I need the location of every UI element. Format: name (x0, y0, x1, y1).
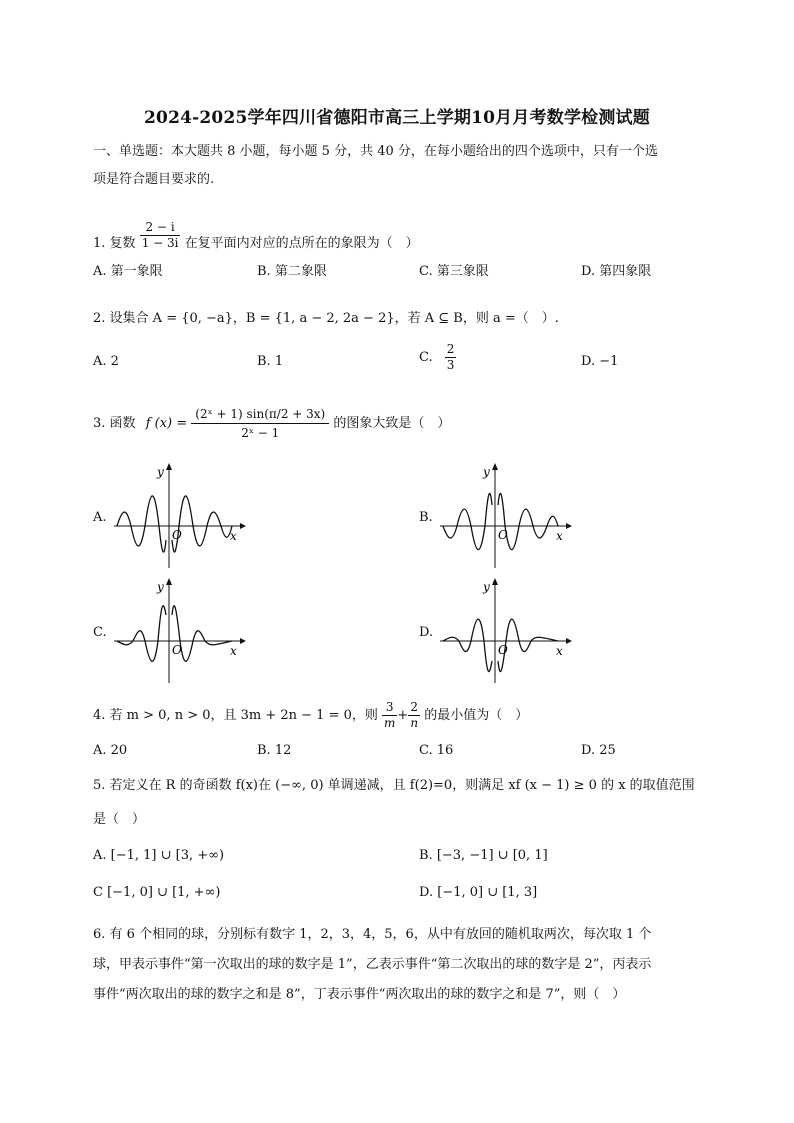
graph-c-label: C. (93, 625, 107, 640)
q3-frac-den: 2ˣ − 1 (241, 426, 280, 440)
graph-b-y: y (483, 465, 490, 479)
q4-text-a: 4. 若 m > 0, n > 0，且 3m + 2n − 1 = 0，则 (93, 708, 378, 723)
question-1 (93, 220, 419, 259)
q4-plus: + (397, 708, 409, 723)
q2-option-c-label: C. (419, 350, 433, 365)
graph-b-x: x (556, 529, 563, 543)
q2-c-num: 2 (446, 342, 455, 356)
q4-frac-1 (382, 700, 397, 731)
q4-text-b: 的最小值为（ ） (424, 708, 529, 723)
q4-f1-num: 3 (382, 700, 397, 716)
q1-option-d: D. 第四象限 (581, 264, 652, 279)
graph-c-y: y (157, 580, 164, 594)
q1-prefix: 1. 复数 (93, 236, 136, 251)
question-6-line2: 球，甲表示事件“第一次取出的球的数字是 1”，乙表示事件“第二次取出的球的数字是 2”，丙表示 (93, 957, 652, 972)
q3-prefix: 3. 函数 (93, 416, 136, 431)
question-5-line2: 是（ ） (93, 812, 146, 827)
page-title: 2024-2025学年四川省德阳市高三上学期10月月考数学检测试题 (144, 108, 650, 128)
q3-suffix: 的图象大致是（ ） (333, 416, 451, 431)
graph-b-origin: O (498, 528, 508, 542)
graph-d-origin: O (498, 643, 508, 657)
graph-c-x: x (230, 644, 237, 658)
q2-option-c-fraction (445, 342, 457, 373)
graph-a (112, 460, 247, 570)
graph-b-label: B. (419, 510, 433, 525)
graph-c-origin: O (172, 643, 182, 657)
graph-a-x: x (230, 529, 237, 543)
question-4 (93, 700, 528, 731)
graph-c (112, 575, 247, 685)
q3-fraction (191, 405, 329, 442)
question-6-line1: 6. 有 6 个相同的球，分别标有数字 1，2，3，4，5，6，从中有放回的随机取两次，每次取 1 个 (93, 927, 652, 942)
q4-option-b: B. 12 (257, 743, 292, 758)
q4-f2-num: 2 (408, 700, 420, 716)
q1-option-a: A. 第一象限 (93, 264, 163, 279)
q5-option-d: D. [−1, 0] ∪ [1, 3] (419, 885, 538, 900)
q4-f2-den: n (410, 716, 419, 730)
graph-a-y: y (157, 465, 164, 479)
graph-d-label: D. (419, 625, 434, 640)
section-header-line2: 项是符合题目要求的. (93, 172, 215, 187)
graph-a-origin: O (172, 528, 182, 542)
q1-suffix: 在复平面内对应的点所在的象限为（ ） (184, 236, 419, 251)
q3-frac-num: (2ˣ + 1) sin(π/2 + 3x) (191, 405, 329, 424)
graph-b (438, 460, 573, 570)
graph-d (438, 575, 573, 685)
q4-frac-2 (408, 700, 420, 731)
q1-fraction (140, 220, 181, 251)
graph-d-x: x (556, 644, 563, 658)
q4-option-a: A. 20 (93, 743, 128, 758)
q2-option-c (419, 342, 456, 373)
q4-option-d: D. 25 (581, 743, 616, 758)
question-2: 2. 设集合 A = {0, −a}，B = {1, a − 2, 2a − 2}，若 A ⊆ B，则 a =（ ）. (93, 311, 559, 326)
q1-option-b: B. 第二象限 (257, 264, 327, 279)
q1-option-c: C. 第三象限 (419, 264, 489, 279)
q3-func: f (x) = (145, 416, 188, 431)
section-header-line1: 一、单选题：本大题共 8 小题，每小题 5 分，共 40 分，在每小题给出的四个选项中，只有一个选 (93, 144, 658, 159)
q1-frac-den: 1 − 3i (141, 236, 179, 250)
q5-option-b: B. [−3, −1] ∪ [0, 1] (419, 848, 548, 863)
q4-f1-den: m (384, 716, 396, 730)
graph-a-label: A. (93, 510, 107, 525)
question-6-line3: 事件“两次取出的球的数字之和是 8”，丁表示事件“两次取出的球的数字之和是 7”，则（ ） (93, 987, 626, 1002)
q2-option-d: D. −1 (581, 354, 619, 369)
q2-c-den: 3 (446, 358, 455, 372)
q5-option-a: A. [−1, 1] ∪ [3, +∞) (93, 848, 225, 863)
q2-option-a: A. 2 (93, 354, 119, 369)
question-3 (93, 405, 450, 443)
q2-option-b: B. 1 (257, 354, 284, 369)
q1-frac-num: 2 − i (140, 220, 181, 236)
q4-option-c: C. 16 (419, 743, 454, 758)
q5-option-c: C [−1, 0] ∪ [1, +∞) (93, 885, 221, 900)
question-5-line1: 5. 若定义在 R 的奇函数 f(x)在 (−∞, 0) 单调递减，且 f(2)=0，则满足 xf (x − 1) ≥ 0 的 x 的取值范围 (93, 778, 695, 793)
graph-d-y: y (483, 580, 490, 594)
